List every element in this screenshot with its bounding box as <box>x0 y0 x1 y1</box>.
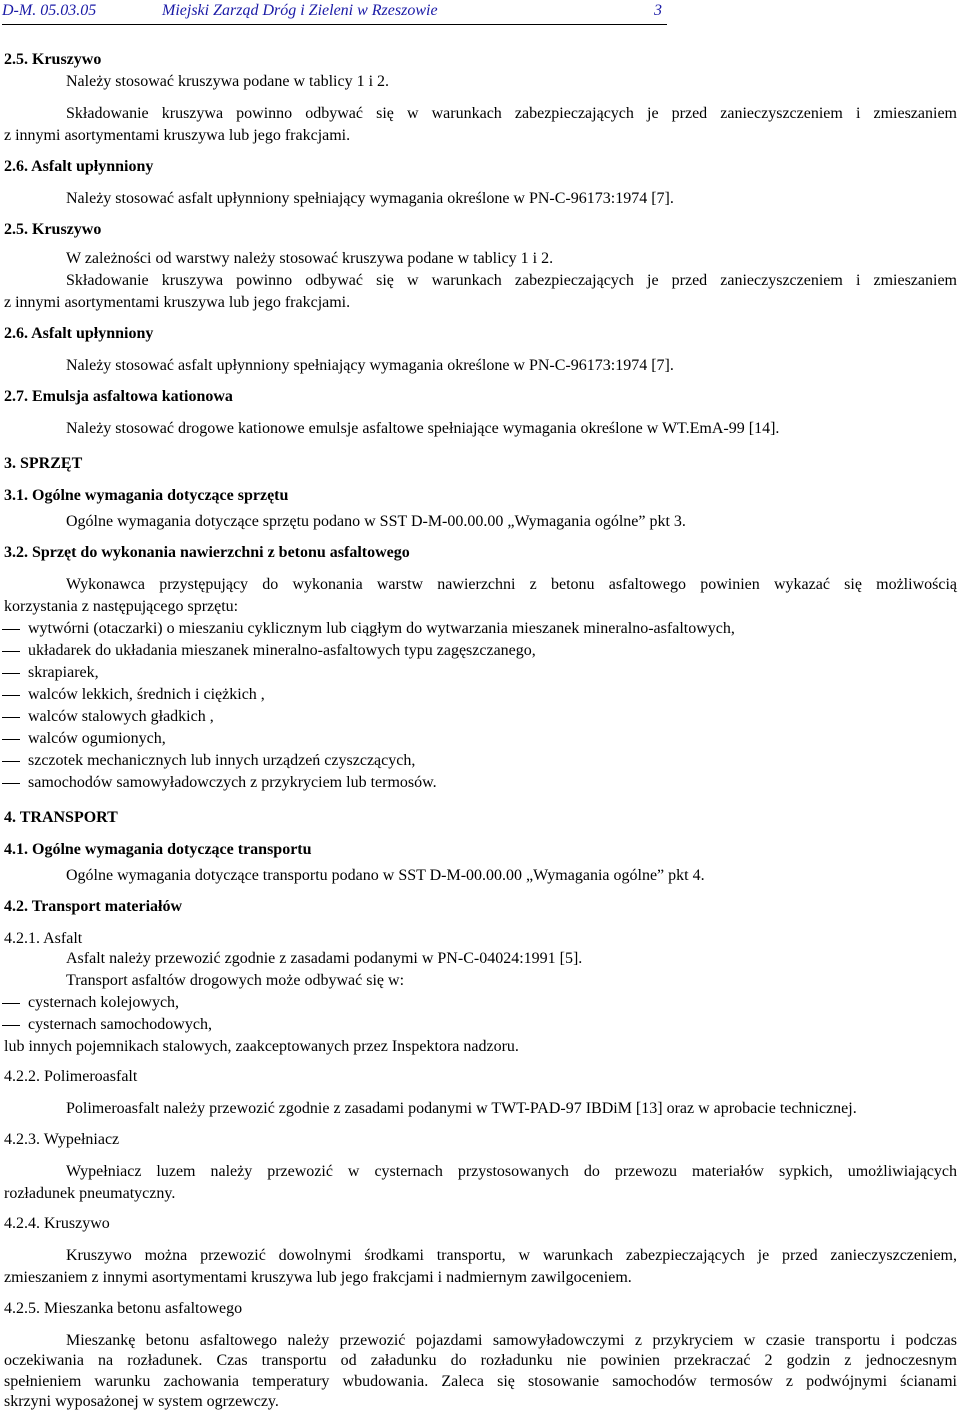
paragraph-line: Należy stosować drogowe kationowe emulsje asfaltowe spełniające wymagania określone w WT.EmA-99 [14]. <box>66 420 780 437</box>
list-item: szczotek mechanicznych lub innych urządzeń czyszczących, <box>28 752 416 769</box>
paragraph-line: Należy stosować asfalt upłynniony spełniający wymagania określone w PN-C-96173:1974 [7]. <box>66 357 674 374</box>
paragraph-line: Mieszankę betonu asfaltowego należy przewozić pojazdami samowyładowczymi z przykryciem w czasie transportu i podczas <box>66 1332 957 1349</box>
list-item: walców lekkich, średnich i ciężkich , <box>28 686 265 703</box>
chapter-heading: 4. TRANSPORT <box>4 809 118 826</box>
page-header <box>2 0 667 25</box>
section-heading: 2.7. Emulsja asfaltowa kationowa <box>4 388 233 405</box>
chapter-heading: 3. SPRZĘT <box>4 455 83 472</box>
paragraph-line: korzystania z następującego sprzętu: <box>4 598 239 615</box>
section-heading: 2.6. Asfalt upłynniony <box>4 325 154 342</box>
list-bullet <box>2 761 20 762</box>
section-heading: 2.6. Asfalt upłynniony <box>4 158 154 175</box>
paragraph-line: Kruszywo można przewozić dowolnymi środkami transportu, w warunkach zabezpieczających je przed zanieczyszczeniem, <box>66 1247 957 1264</box>
paragraph-line: Wykonawca przystępujący do wykonania warstw nawierzchni z betonu asfaltowego powinien wykazać się możliwością <box>66 576 957 593</box>
list-bullet <box>2 739 20 740</box>
list-item: walców ogumionych, <box>28 730 166 747</box>
paragraph-line: Wypełniacz luzem należy przewozić w cysternach przystosowanych do przewozu materiałów sypkich, umożliwiających <box>66 1163 957 1180</box>
paragraph-line: Polimeroasfalt należy przewozić zgodnie z zasadami podanymi w TWT-PAD-97 IBDiM [13] oraz w aprobacie technicznej. <box>66 1100 857 1117</box>
paragraph-line: W zależności od warstwy należy stosować kruszywa podane w tablicy 1 i 2. <box>66 250 554 267</box>
subsection-heading: 4.2.4. Kruszywo <box>4 1215 110 1232</box>
section-heading: 2.5. Kruszywo <box>4 51 102 68</box>
paragraph-line: Transport asfaltów drogowych może odbywać się w: <box>66 972 405 989</box>
subsection-heading: 4.2.5. Mieszanka betonu asfaltowego <box>4 1300 243 1317</box>
paragraph-line: z innymi asortymentami kruszywa lub jego frakcjami. <box>4 127 351 144</box>
paragraph-line: Ogólne wymagania dotyczące transportu podano w SST D-M-00.00.00 „Wymagania ogólne” pkt 4. <box>66 867 705 884</box>
list-bullet <box>2 717 20 718</box>
doc-code: D-M. 05.03.05 <box>2 2 97 19</box>
subsection-heading: 4.2.2. Polimeroasfalt <box>4 1068 138 1085</box>
paragraph-line: Asfalt należy przewozić zgodnie z zasadami podanymi w PN-C-04024:1991 [5]. <box>66 950 583 967</box>
paragraph-line: skrzyni wyposażonej w system ogrzewczy. <box>4 1393 279 1410</box>
list-item: wytwórni (otaczarki) o mieszaniu cyklicznym lub ciągłym do wytwarzania mieszanek mineralno-asfaltowych, <box>28 620 735 637</box>
list-bullet <box>2 783 20 784</box>
list-item: układarek do układania mieszanek mineralno-asfaltowych typu zagęszczanego, <box>28 642 536 659</box>
list-bullet <box>2 673 20 674</box>
list-bullet <box>2 629 20 630</box>
page-number: 3 <box>654 2 662 19</box>
list-bullet <box>2 1003 20 1004</box>
paragraph-line: Ogólne wymagania dotyczące sprzętu podano w SST D-M-00.00.00 „Wymagania ogólne” pkt 3. <box>66 513 686 530</box>
list-item: cysternach kolejowych, <box>28 994 180 1011</box>
paragraph-line: Składowanie kruszywa powinno odbywać się w warunkach zabezpieczających je przed zanieczyszczeniem i zmieszaniem <box>66 105 957 122</box>
paragraph-line: Należy stosować asfalt upłynniony spełniający wymagania określone w PN-C-96173:1974 [7]. <box>66 190 674 207</box>
subsection-heading: 4.2.1. Asfalt <box>4 930 83 947</box>
section-heading: 2.5. Kruszywo <box>4 221 102 238</box>
paragraph-line: lub innych pojemnikach stalowych, zaakceptowanych przez Inspektora nadzoru. <box>4 1038 519 1055</box>
paragraph-line: oczekiwania na rozładunek. Czas transportu od załadunku do rozładunku nie powinien przekraczać 2 godzin z jednoczesnym <box>4 1352 957 1369</box>
list-item: skrapiarek, <box>28 664 99 681</box>
list-item: samochodów samowyładowczych z przykryciem lub termosów. <box>28 774 437 791</box>
section-heading: 4.2. Transport materiałów <box>4 898 183 915</box>
paragraph-line: rozładunek pneumatyczny. <box>4 1185 176 1202</box>
section-heading: 3.1. Ogólne wymagania dotyczące sprzętu <box>4 487 289 504</box>
paragraph-line: z innymi asortymentami kruszywa lub jego frakcjami. <box>4 294 351 311</box>
list-bullet <box>2 651 20 652</box>
paragraph-line: spełnieniem warunku zachowania temperatury wbudowania. Zaleca się stosowanie samochodów termosów z podwójnymi ścianami <box>4 1373 957 1390</box>
paragraph-line: Należy stosować kruszywa podane w tablicy 1 i 2. <box>66 73 390 90</box>
list-item: walców stalowych gładkich , <box>28 708 214 725</box>
section-heading: 3.2. Sprzęt do wykonania nawierzchni z betonu asfaltowego <box>4 544 410 561</box>
list-item: cysternach samochodowych, <box>28 1016 212 1033</box>
paragraph-line: Składowanie kruszywa powinno odbywać się w warunkach zabezpieczających je przed zanieczyszczeniem i zmieszaniem <box>66 272 957 289</box>
section-heading: 4.1. Ogólne wymagania dotyczące transportu <box>4 841 312 858</box>
organization-name: Miejski Zarząd Dróg i Zieleni w Rzeszowie <box>162 2 438 19</box>
paragraph-line: zmieszaniem z innymi asortymentami kruszywa lub jego frakcjami i nadmiernym zawilgoceniem. <box>4 1269 632 1286</box>
list-bullet <box>2 1025 20 1026</box>
subsection-heading: 4.2.3. Wypełniacz <box>4 1131 120 1148</box>
list-bullet <box>2 695 20 696</box>
